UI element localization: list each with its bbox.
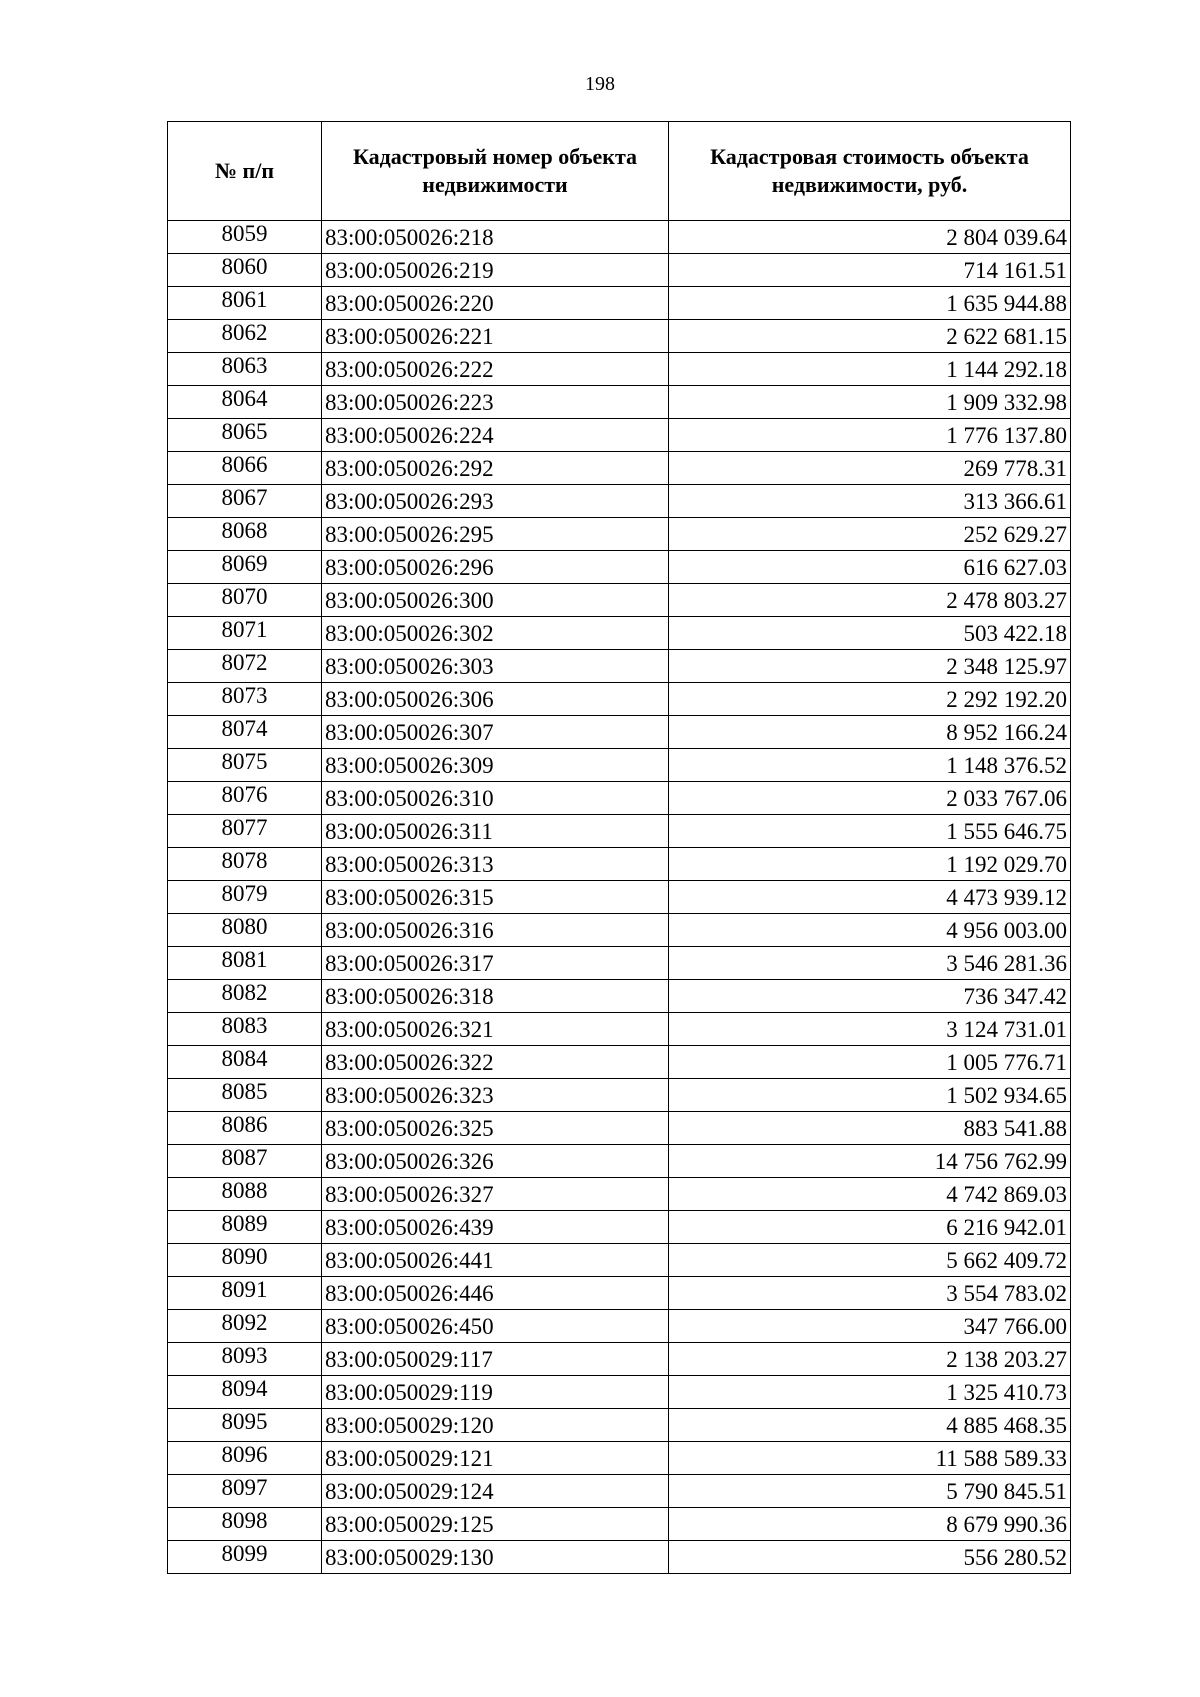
cadastral-number: 83:00:050026:327	[322, 1178, 669, 1211]
cadastral-number: 83:00:050026:315	[322, 881, 669, 914]
table-row	[168, 1046, 1071, 1079]
cadastral-value: 1 502 934.65	[669, 1079, 1071, 1112]
table-row	[168, 419, 1071, 452]
header-row-number: № п/п	[168, 122, 322, 221]
row-number: 8098	[168, 1508, 322, 1541]
cadastral-number: 83:00:050026:446	[322, 1277, 669, 1310]
cadastral-number: 83:00:050029:121	[322, 1442, 669, 1475]
cadastral-value: 4 473 939.12	[669, 881, 1071, 914]
table-row	[168, 617, 1071, 650]
table-row	[168, 1079, 1071, 1112]
cadastral-value: 3 546 281.36	[669, 947, 1071, 980]
row-number: 8077	[168, 815, 322, 848]
row-number: 8071	[168, 617, 322, 650]
row-number: 8068	[168, 518, 322, 551]
cadastral-number: 83:00:050026:325	[322, 1112, 669, 1145]
row-number: 8073	[168, 683, 322, 716]
row-number: 8091	[168, 1277, 322, 1310]
cadastral-number: 83:00:050026:303	[322, 650, 669, 683]
table-row	[168, 287, 1071, 320]
table-header	[168, 122, 1071, 221]
table-row	[168, 914, 1071, 947]
cadastral-number: 83:00:050026:224	[322, 419, 669, 452]
cadastral-number: 83:00:050029:124	[322, 1475, 669, 1508]
header-cadastral-value: Кадастровая стоимость объекта недвижимости, руб.	[669, 122, 1071, 221]
cadastral-value: 883 541.88	[669, 1112, 1071, 1145]
table-row	[168, 551, 1071, 584]
cadastral-value: 1 148 376.52	[669, 749, 1071, 782]
cadastral-number: 83:00:050026:220	[322, 287, 669, 320]
table-row	[168, 848, 1071, 881]
cadastral-number: 83:00:050026:441	[322, 1244, 669, 1277]
cadastral-number: 83:00:050026:310	[322, 782, 669, 815]
page-number: 198	[585, 73, 615, 95]
cadastral-number: 83:00:050026:321	[322, 1013, 669, 1046]
table-row	[168, 1277, 1071, 1310]
row-number: 8094	[168, 1376, 322, 1409]
table-row	[168, 1508, 1071, 1541]
cadastral-value: 3 124 731.01	[669, 1013, 1071, 1046]
table-row	[168, 1145, 1071, 1178]
cadastral-number: 83:00:050026:450	[322, 1310, 669, 1343]
cadastral-number: 83:00:050029:120	[322, 1409, 669, 1442]
cadastral-value: 2 622 681.15	[669, 320, 1071, 353]
table-row	[168, 1376, 1071, 1409]
cadastral-number: 83:00:050026:326	[322, 1145, 669, 1178]
cadastral-number: 83:00:050026:316	[322, 914, 669, 947]
table-row	[168, 650, 1071, 683]
cadastral-number: 83:00:050026:295	[322, 518, 669, 551]
table-row	[168, 1475, 1071, 1508]
cadastral-number: 83:00:050026:218	[322, 221, 669, 254]
cadastral-number: 83:00:050026:221	[322, 320, 669, 353]
cadastral-number: 83:00:050026:322	[322, 1046, 669, 1079]
cadastral-number: 83:00:050026:311	[322, 815, 669, 848]
table-row	[168, 1310, 1071, 1343]
row-number: 8069	[168, 551, 322, 584]
row-number: 8060	[168, 254, 322, 287]
cadastral-value: 2 292 192.20	[669, 683, 1071, 716]
row-number: 8090	[168, 1244, 322, 1277]
table-row	[168, 221, 1071, 254]
table-row	[168, 254, 1071, 287]
cadastral-value: 4 885 468.35	[669, 1409, 1071, 1442]
cadastral-value: 1 909 332.98	[669, 386, 1071, 419]
table-row	[168, 980, 1071, 1013]
row-number: 8086	[168, 1112, 322, 1145]
cadastral-number: 83:00:050026:296	[322, 551, 669, 584]
row-number: 8085	[168, 1079, 322, 1112]
cadastral-number: 83:00:050026:439	[322, 1211, 669, 1244]
row-number: 8093	[168, 1343, 322, 1376]
cadastral-value: 1 776 137.80	[669, 419, 1071, 452]
cadastral-value: 14 756 762.99	[669, 1145, 1071, 1178]
cadastral-table-container	[167, 121, 1070, 1574]
row-number: 8072	[168, 650, 322, 683]
cadastral-number: 83:00:050026:307	[322, 716, 669, 749]
cadastral-value: 5 790 845.51	[669, 1475, 1071, 1508]
header-row	[168, 122, 1071, 221]
row-number: 8066	[168, 452, 322, 485]
table-row	[168, 947, 1071, 980]
row-number: 8070	[168, 584, 322, 617]
row-number: 8080	[168, 914, 322, 947]
cadastral-number: 83:00:050029:117	[322, 1343, 669, 1376]
table-row	[168, 485, 1071, 518]
cadastral-number: 83:00:050026:317	[322, 947, 669, 980]
cadastral-value: 2 478 803.27	[669, 584, 1071, 617]
cadastral-value: 252 629.27	[669, 518, 1071, 551]
cadastral-value: 8 679 990.36	[669, 1508, 1071, 1541]
row-number: 8067	[168, 485, 322, 518]
table-row	[168, 518, 1071, 551]
cadastral-value: 313 366.61	[669, 485, 1071, 518]
table-row	[168, 1442, 1071, 1475]
cadastral-value: 3 554 783.02	[669, 1277, 1071, 1310]
table-row	[168, 1244, 1071, 1277]
row-number: 8082	[168, 980, 322, 1013]
table-row	[168, 881, 1071, 914]
cadastral-number: 83:00:050026:300	[322, 584, 669, 617]
cadastral-value: 2 348 125.97	[669, 650, 1071, 683]
table-row	[168, 353, 1071, 386]
row-number: 8063	[168, 353, 322, 386]
cadastral-value: 714 161.51	[669, 254, 1071, 287]
cadastral-value: 269 778.31	[669, 452, 1071, 485]
cadastral-value: 1 635 944.88	[669, 287, 1071, 320]
cadastral-value: 5 662 409.72	[669, 1244, 1071, 1277]
table-row	[168, 782, 1071, 815]
cadastral-number: 83:00:050026:318	[322, 980, 669, 1013]
table-body	[168, 221, 1071, 1574]
cadastral-value-table	[167, 121, 1071, 1574]
table-row	[168, 716, 1071, 749]
table-row	[168, 683, 1071, 716]
cadastral-number: 83:00:050026:223	[322, 386, 669, 419]
table-row	[168, 1211, 1071, 1244]
table-row	[168, 584, 1071, 617]
row-number: 8096	[168, 1442, 322, 1475]
row-number: 8087	[168, 1145, 322, 1178]
cadastral-number: 83:00:050029:125	[322, 1508, 669, 1541]
table-row	[168, 1178, 1071, 1211]
row-number: 8083	[168, 1013, 322, 1046]
cadastral-value: 6 216 942.01	[669, 1211, 1071, 1244]
cadastral-value: 1 144 292.18	[669, 353, 1071, 386]
row-number: 8079	[168, 881, 322, 914]
table-row	[168, 452, 1071, 485]
cadastral-value: 2 138 203.27	[669, 1343, 1071, 1376]
cadastral-value: 4 742 869.03	[669, 1178, 1071, 1211]
cadastral-number: 83:00:050026:219	[322, 254, 669, 287]
cadastral-value: 616 627.03	[669, 551, 1071, 584]
cadastral-value: 4 956 003.00	[669, 914, 1071, 947]
table-row	[168, 749, 1071, 782]
row-number: 8064	[168, 386, 322, 419]
cadastral-value: 556 280.52	[669, 1541, 1071, 1574]
table-row	[168, 1541, 1071, 1574]
cadastral-value: 1 325 410.73	[669, 1376, 1071, 1409]
row-number: 8074	[168, 716, 322, 749]
cadastral-number: 83:00:050026:302	[322, 617, 669, 650]
row-number: 8097	[168, 1475, 322, 1508]
cadastral-value: 503 422.18	[669, 617, 1071, 650]
row-number: 8092	[168, 1310, 322, 1343]
table-row	[168, 1343, 1071, 1376]
cadastral-value: 347 766.00	[669, 1310, 1071, 1343]
table-row	[168, 815, 1071, 848]
row-number: 8089	[168, 1211, 322, 1244]
cadastral-number: 83:00:050026:293	[322, 485, 669, 518]
cadastral-value: 1 005 776.71	[669, 1046, 1071, 1079]
row-number: 8076	[168, 782, 322, 815]
row-number: 8062	[168, 320, 322, 353]
cadastral-number: 83:00:050026:323	[322, 1079, 669, 1112]
row-number: 8081	[168, 947, 322, 980]
cadastral-value: 11 588 589.33	[669, 1442, 1071, 1475]
cadastral-value: 1 192 029.70	[669, 848, 1071, 881]
table-row	[168, 386, 1071, 419]
table-row	[168, 320, 1071, 353]
row-number: 8061	[168, 287, 322, 320]
table-row	[168, 1409, 1071, 1442]
table-row	[168, 1112, 1071, 1145]
row-number: 8088	[168, 1178, 322, 1211]
table-row	[168, 1013, 1071, 1046]
cadastral-number: 83:00:050029:119	[322, 1376, 669, 1409]
cadastral-number: 83:00:050026:313	[322, 848, 669, 881]
row-number: 8084	[168, 1046, 322, 1079]
row-number: 8075	[168, 749, 322, 782]
cadastral-number: 83:00:050026:309	[322, 749, 669, 782]
cadastral-value: 2 033 767.06	[669, 782, 1071, 815]
row-number: 8099	[168, 1541, 322, 1574]
cadastral-value: 736 347.42	[669, 980, 1071, 1013]
cadastral-value: 2 804 039.64	[669, 221, 1071, 254]
header-cadastral-number: Кадастровый номер объекта недвижимости	[322, 122, 669, 221]
cadastral-number: 83:00:050026:222	[322, 353, 669, 386]
row-number: 8065	[168, 419, 322, 452]
cadastral-value: 8 952 166.24	[669, 716, 1071, 749]
cadastral-number: 83:00:050029:130	[322, 1541, 669, 1574]
row-number: 8059	[168, 221, 322, 254]
row-number: 8078	[168, 848, 322, 881]
cadastral-value: 1 555 646.75	[669, 815, 1071, 848]
cadastral-number: 83:00:050026:292	[322, 452, 669, 485]
cadastral-number: 83:00:050026:306	[322, 683, 669, 716]
row-number: 8095	[168, 1409, 322, 1442]
